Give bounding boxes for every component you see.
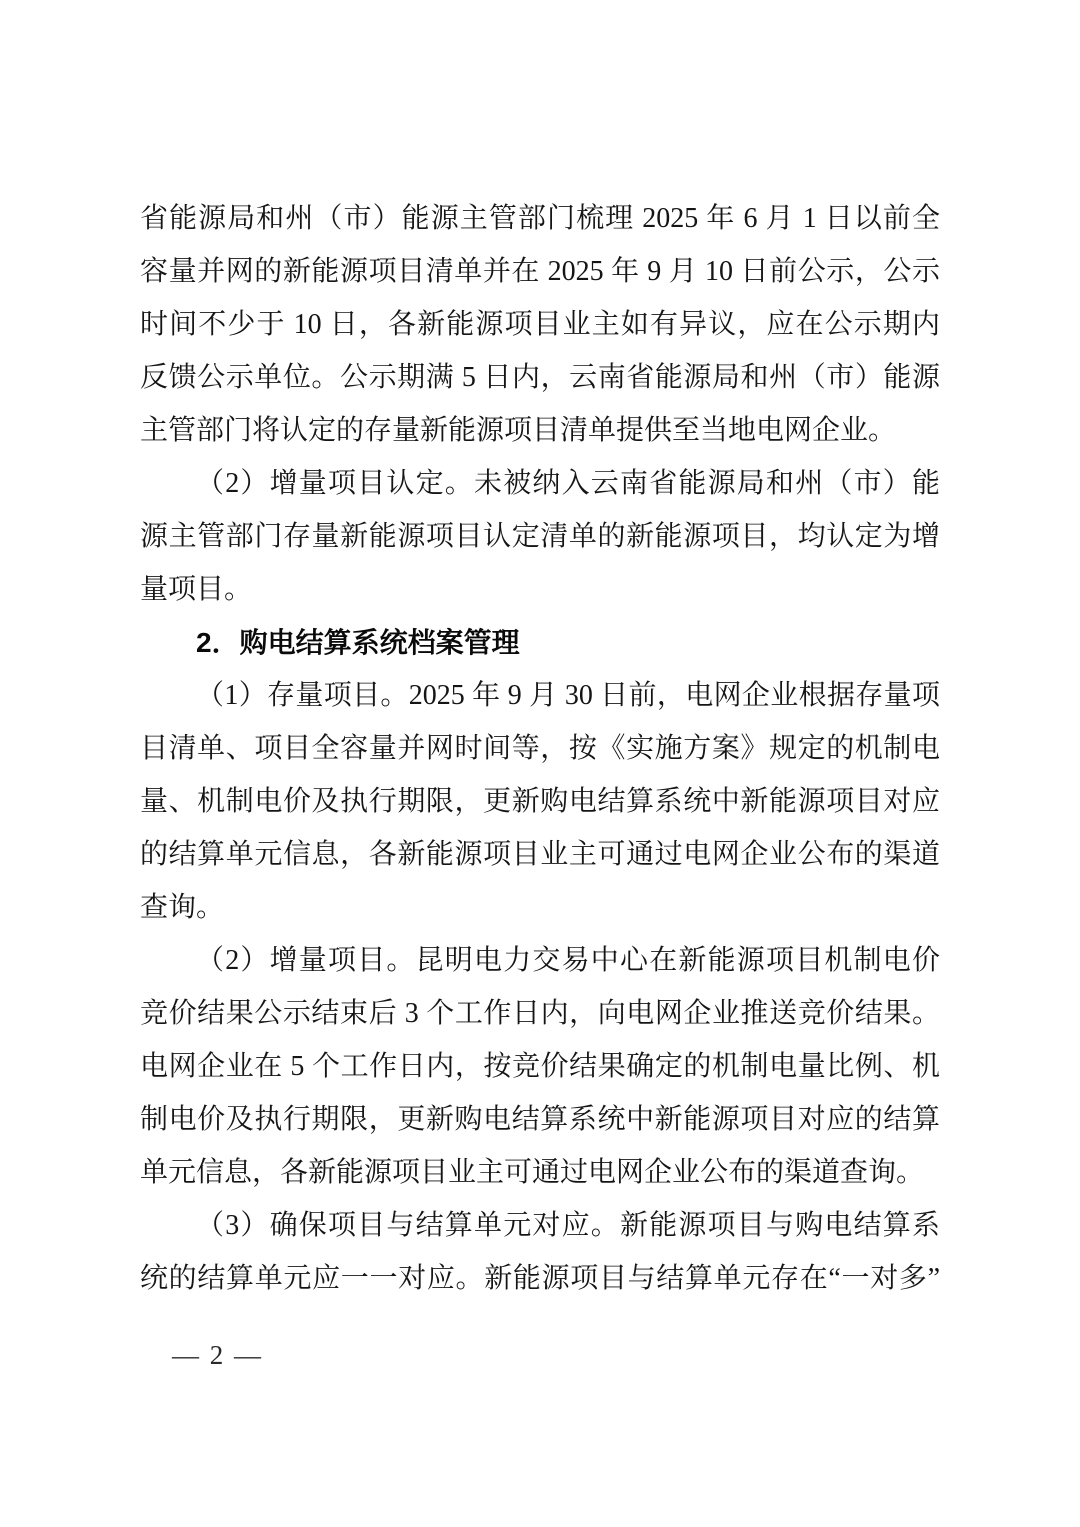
text-line: 竞价结果公示结束后 3 个工作日内，向电网企业推送竞价结果。 <box>140 998 940 1029</box>
text-line: 主管部门将认定的存量新能源项目清单提供至当地电网企业。 <box>140 415 897 446</box>
text-line: （2）增量项目。昆明电力交易中心在新能源项目机制电价 <box>196 945 940 976</box>
text-line: 制电价及执行期限，更新购电结算系统中新能源项目对应的结算 <box>140 1104 940 1135</box>
paragraph <box>140 1199 940 1305</box>
text-line: 目清单、项目全容量并网时间等，按《实施方案》规定的机制电 <box>140 733 940 764</box>
text-line: 时间不少于 10 日，各新能源项目业主如有异议，应在公示期内 <box>140 309 940 340</box>
paragraph <box>140 457 940 616</box>
page-footer <box>172 1338 263 1372</box>
text-line: （1）存量项目。2025 年 9 月 30 日前，电网企业根据存量项 <box>196 680 940 711</box>
paragraph <box>140 669 940 934</box>
paragraph <box>140 192 940 457</box>
text-line: 量、机制电价及执行期限，更新购电结算系统中新能源项目对应 <box>140 786 940 817</box>
text-line: 容量并网的新能源项目清单并在 2025 年 9 月 10 日前公示，公示 <box>140 256 940 287</box>
section-heading <box>140 616 940 669</box>
text-line: 单元信息，各新能源项目业主可通过电网企业公布的渠道查询。 <box>140 1157 925 1188</box>
text-line: （3）确保项目与结算单元对应。新能源项目与购电结算系 <box>196 1210 940 1241</box>
document-body <box>140 192 940 1305</box>
text-line: 量项目。 <box>140 574 253 605</box>
page-number: — 2 — <box>172 1340 263 1370</box>
text-line: 统的结算单元应一一对应。新能源项目与结算单元存在“一对多” <box>140 1263 940 1294</box>
text-line: 反馈公示单位。公示期满 5 日内，云南省能源局和州（市）能源 <box>140 362 940 393</box>
text-line: 查询。 <box>140 892 225 923</box>
paragraph <box>140 934 940 1199</box>
text-line: 的结算单元信息，各新能源项目业主可通过电网企业公布的渠道 <box>140 839 940 870</box>
text-line: 源主管部门存量新能源项目认定清单的新能源项目，均认定为增 <box>140 521 940 552</box>
text-line: （2）增量项目认定。未被纳入云南省能源局和州（市）能 <box>196 468 940 499</box>
text-line: 2．购电结算系统档案管理 <box>196 627 520 658</box>
text-line: 电网企业在 5 个工作日内，按竞价结果确定的机制电量比例、机 <box>140 1051 940 1082</box>
text-line: 省能源局和州（市）能源主管部门梳理 2025 年 6 月 1 日以前全 <box>140 203 940 234</box>
